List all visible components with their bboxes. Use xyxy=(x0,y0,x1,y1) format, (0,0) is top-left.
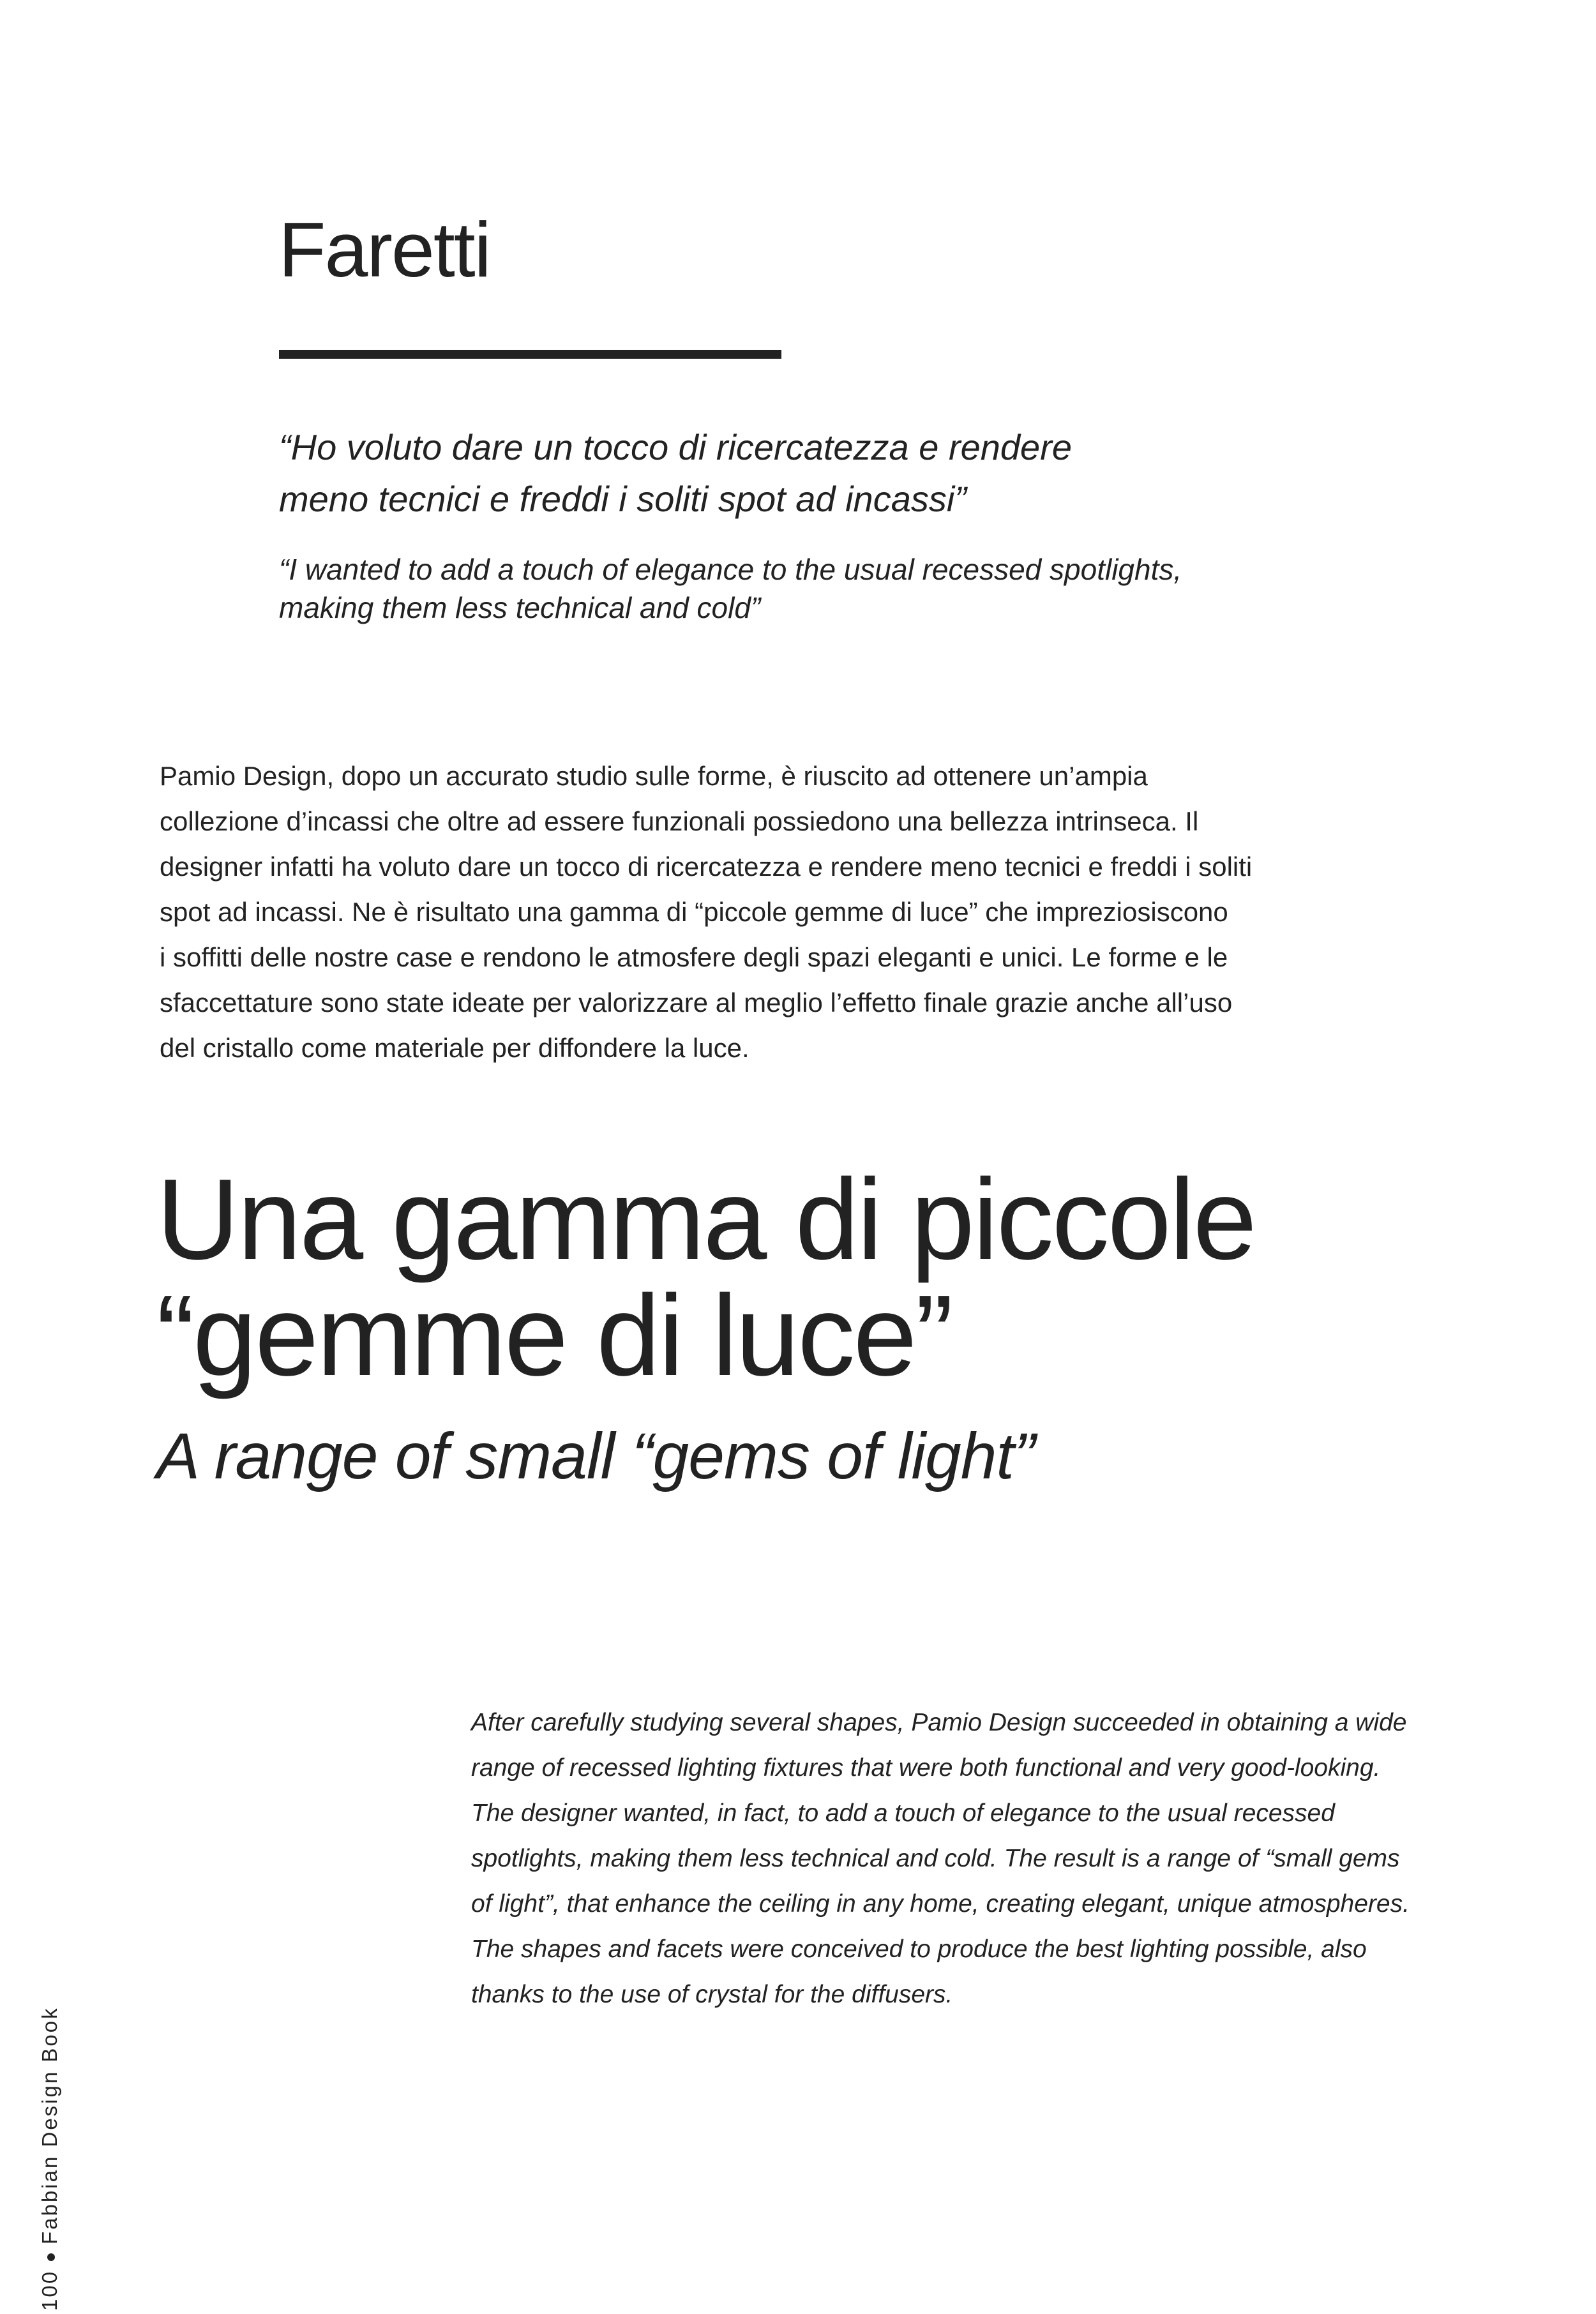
headline-line: “gemme di luce” xyxy=(156,1272,952,1400)
page-footer xyxy=(37,2006,63,2311)
headline-line: Una gamma di piccole xyxy=(156,1155,1255,1284)
headline xyxy=(156,1155,1561,1400)
body-english-line: of light”, that enhance the ceiling in any home, creating elegant, unique atmospheres. xyxy=(471,1890,1410,1918)
body-italian-line: Pamio Design, dopo un accurato studio sulle forme, è riuscito ad ottenere un’ampia xyxy=(160,761,1148,791)
quote-italian-line: meno tecnici e freddi i soliti spot ad incassi” xyxy=(279,479,967,519)
bullet-dot-icon xyxy=(47,2253,55,2261)
quote-english-line: “I wanted to add a touch of elegance to the usual recessed spotlights, xyxy=(279,553,1182,586)
section-title: Faretti xyxy=(278,206,490,293)
body-english-line: After carefully studying several shapes, Pamio Design succeeded in obtaining a wide xyxy=(471,1709,1407,1736)
quote-italian xyxy=(279,421,1364,525)
body-italian-line: spot ad incassi. Ne è risultato una gamma di “piccole gemme di luce” che impreziosiscono xyxy=(160,897,1228,927)
page-number: 100 xyxy=(38,2269,61,2311)
body-english-line: The shapes and facets were conceived to produce the best lighting possible, also xyxy=(471,1935,1367,1963)
body-italian-line: del cristallo come materiale per diffondere la luce. xyxy=(160,1033,749,1063)
quote-english xyxy=(279,550,1364,627)
body-italian-line: i soffitti delle nostre case e rendono le atmosfere degli spazi eleganti e unici. Le forme e le xyxy=(160,942,1228,972)
body-italian-line: sfaccettature sono state ideate per valorizzare al meglio l’effetto finale grazie anche all’uso xyxy=(160,988,1233,1018)
body-english-line: spotlights, making them less technical and cold. The result is a range of “small gems xyxy=(471,1845,1400,1872)
body-english xyxy=(471,1700,1595,2017)
body-english-line: range of recessed lighting fixtures that were both functional and very good-looking. xyxy=(471,1754,1381,1782)
body-italian xyxy=(160,753,1532,1071)
body-italian-line: collezione d’incassi che oltre ad essere funzionali possiedono una bellezza intrinseca. Il xyxy=(160,806,1199,836)
quote-italian-line: “Ho voluto dare un tocco di ricercatezza e rendere xyxy=(279,427,1072,467)
title-underline xyxy=(279,350,781,359)
book-title: Fabbian Design Book xyxy=(38,2006,61,2244)
body-english-line: thanks to the use of crystal for the diffusers. xyxy=(471,1981,953,2008)
body-italian-line: designer infatti ha voluto dare un tocco di ricercatezza e rendere meno tecnici e freddi i soliti xyxy=(160,852,1253,882)
quote-english-line: making them less technical and cold” xyxy=(279,591,761,624)
body-english-line: The designer wanted, in fact, to add a touch of elegance to the usual recessed xyxy=(471,1799,1335,1827)
headline-subtitle-english: A range of small “gems of light” xyxy=(156,1420,1035,1492)
